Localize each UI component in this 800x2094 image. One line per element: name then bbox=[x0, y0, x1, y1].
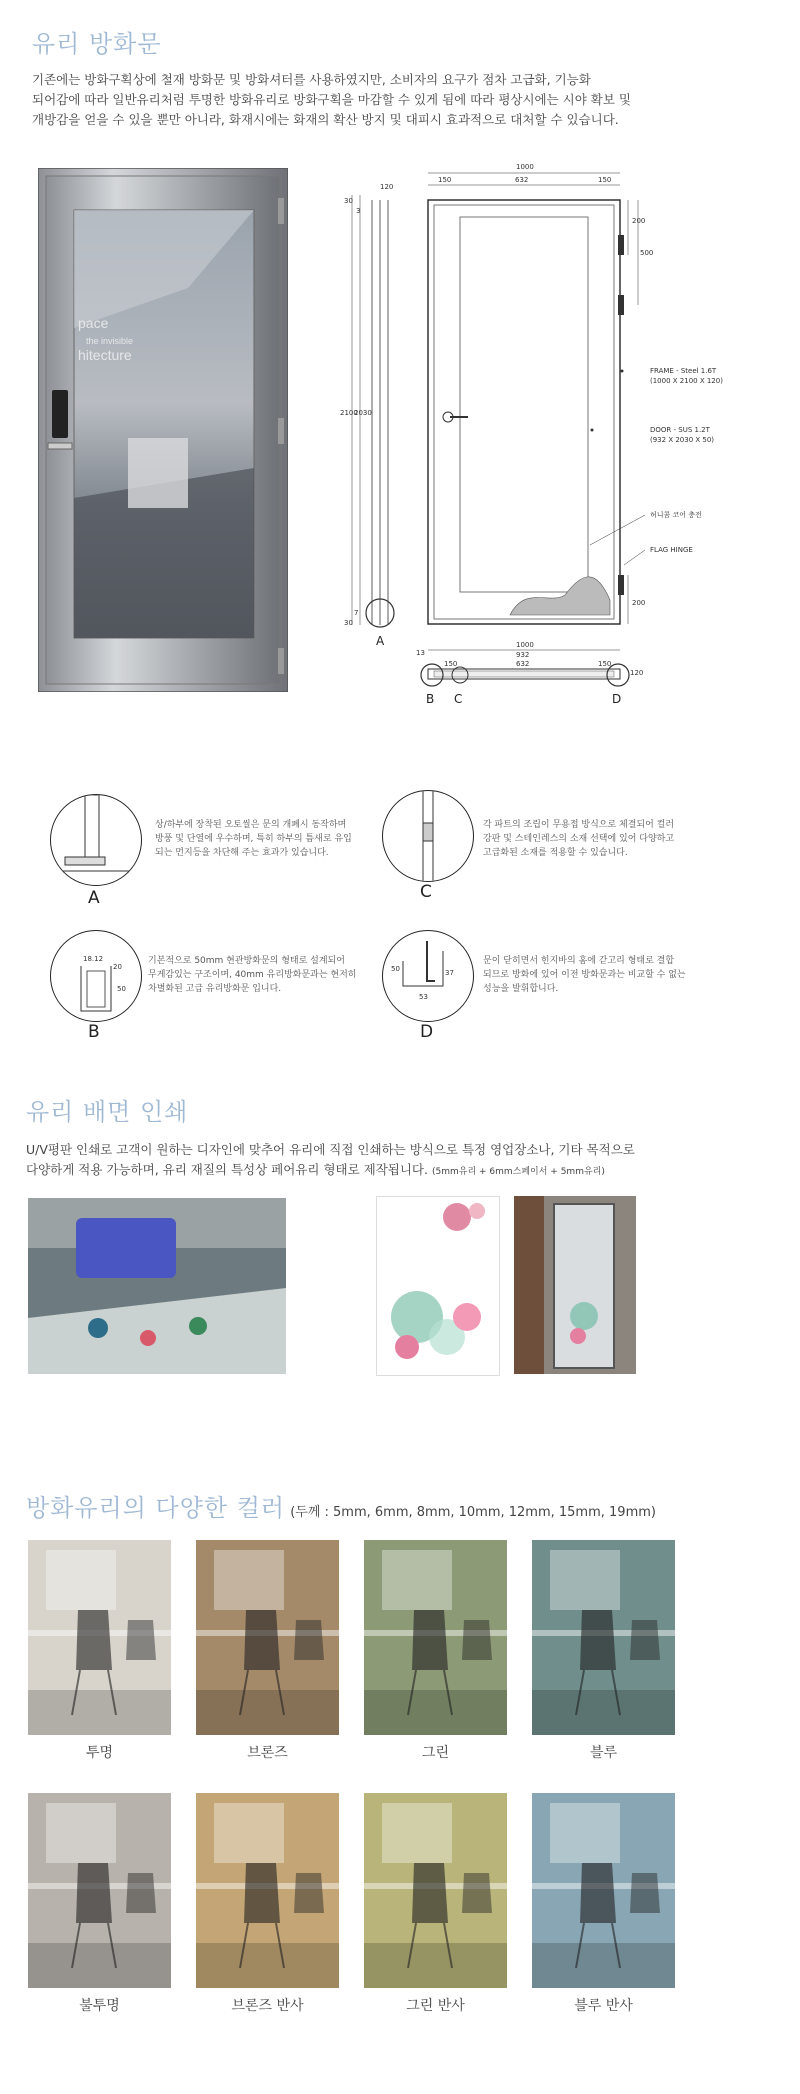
color-swatch-label: 브론즈 bbox=[247, 1745, 288, 1761]
detail-A-line: 방풍 및 단열에 우수하며, 특히 하부의 틈새로 유입 bbox=[155, 834, 352, 844]
detail-D-dim: 53 bbox=[419, 993, 428, 1001]
dim-label: 2030 bbox=[354, 409, 372, 417]
dim-label: 150 bbox=[438, 176, 452, 184]
detail-D-dim: 37 bbox=[445, 969, 454, 977]
section1-para-line: 되어감에 따라 일반유리처럼 투명한 방화유리로 방화구획을 마감할 수 있게 됨에 따라 평상시에는 시야 확보 및 bbox=[32, 92, 632, 107]
detail-C-letter: C bbox=[420, 882, 432, 902]
dim-label: 150 bbox=[598, 660, 612, 668]
detail-C-line: 각 파트의 조립이 무용접 방식으로 체결되어 컬러 bbox=[483, 820, 675, 830]
door-technical-drawing bbox=[320, 155, 740, 720]
glass-fire-door-photo bbox=[38, 168, 288, 692]
detail-B-dim: 20 bbox=[113, 963, 122, 971]
section-title-glass-fire-door: 유리 방화문 bbox=[32, 30, 162, 58]
color-swatch-label: 그린 반사 bbox=[406, 1998, 465, 2014]
dim-label: 932 bbox=[516, 651, 530, 659]
section1-description bbox=[32, 70, 772, 130]
frame-spec: FRAME - Steel 1.6T bbox=[650, 367, 717, 375]
color-swatch-label: 불투명 bbox=[79, 1998, 120, 2014]
honeycomb-label: 허니콤 코어 충전 bbox=[650, 511, 702, 519]
color-swatch-label: 브론즈 반사 bbox=[231, 1998, 304, 2014]
detail-D-line: 되므로 방화에 있어 이전 방화문과는 비교할 수 없는 bbox=[483, 970, 686, 980]
dim-label: 7 bbox=[354, 609, 359, 617]
detail-A-line: 상/하부에 장착된 오토씰은 문의 개폐시 동작하며 bbox=[155, 820, 347, 830]
glass-text: the invisible bbox=[86, 336, 134, 346]
detail-B-letter: B bbox=[88, 1022, 100, 1042]
color-swatch-image bbox=[364, 1793, 507, 1988]
color-swatch-label: 투명 bbox=[85, 1745, 114, 1761]
hinge-label: FLAG HINGE bbox=[650, 546, 693, 554]
color-swatch-image bbox=[196, 1793, 339, 1988]
marker-A: A bbox=[376, 634, 385, 648]
floral-print-glass-photo bbox=[376, 1196, 500, 1376]
section2-para-line-text: 다양하게 적용 가능하며, 유리 재질의 특성상 페어유리 형태로 제작됩니다. bbox=[26, 1162, 428, 1177]
color-swatch-image bbox=[196, 1540, 339, 1735]
marker-C: C bbox=[454, 692, 463, 706]
color-swatch-label: 그린 bbox=[421, 1745, 450, 1761]
section1-para-line: 기존에는 방화구획상에 철재 방화문 및 방화셔터를 사용하였지만, 소비자의 요구가 점차 고급화, 기능화 bbox=[32, 72, 591, 87]
dim-label: 632 bbox=[515, 176, 529, 184]
color-swatch-image bbox=[364, 1540, 507, 1735]
section2-para-line bbox=[26, 1160, 786, 1182]
color-swatch-image bbox=[532, 1793, 675, 1988]
dim-label: 13 bbox=[416, 649, 425, 657]
detail-C-line: 고급화된 소재를 적용할 수 있습니다. bbox=[483, 848, 628, 858]
door-spec: DOOR - SUS 1.2T bbox=[650, 426, 710, 434]
detail-D-line: 성능을 발휘합니다. bbox=[483, 984, 559, 994]
detail-D-letter: D bbox=[420, 1022, 434, 1042]
glass-text: hitecture bbox=[78, 347, 132, 363]
section3-header bbox=[26, 1488, 656, 1523]
frame-size: (1000 X 2100 X 120) bbox=[650, 377, 723, 385]
dim-label: 150 bbox=[444, 660, 458, 668]
door-size: (932 X 2030 X 50) bbox=[650, 436, 715, 444]
color-swatch-label: 블루 반사 bbox=[574, 1998, 633, 2014]
section-title-back-printing: 유리 배면 인쇄 bbox=[26, 1098, 189, 1126]
dim-label: 1000 bbox=[516, 163, 534, 171]
color-swatch-image bbox=[28, 1793, 171, 1988]
dim-label: 200 bbox=[632, 599, 646, 607]
marker-D: D bbox=[612, 692, 622, 706]
detail-A-circle bbox=[50, 794, 142, 886]
digital-lock-icon bbox=[52, 390, 68, 438]
color-swatch-image bbox=[532, 1540, 675, 1735]
dim-label: 3 bbox=[356, 207, 361, 215]
color-swatch-image bbox=[28, 1540, 171, 1735]
dim-label: 632 bbox=[516, 660, 530, 668]
marker-B: B bbox=[426, 692, 435, 706]
detail-A-line: 되는 먼지등을 차단해 주는 효과가 있습니다. bbox=[155, 848, 329, 858]
detail-B-dim: 18.12 bbox=[83, 955, 104, 963]
uv-printer-photo bbox=[28, 1198, 286, 1374]
detail-C-text bbox=[483, 818, 773, 860]
detail-B-dim: 50 bbox=[117, 985, 126, 993]
detail-B-line: 차별화된 고급 유리방화문 입니다. bbox=[148, 984, 282, 994]
color-swatch-label: 블루 bbox=[589, 1745, 618, 1761]
detail-C-line: 강판 및 스테인레스의 소재 선택에 있어 다양하고 bbox=[483, 834, 675, 844]
section2-para-line: U/V평판 인쇄로 고객이 원하는 디자인에 맞추어 유리에 직접 인쇄하는 방식으로 특정 영업장소나, 기타 목적으로 bbox=[26, 1142, 635, 1157]
detail-D-dim: 50 bbox=[391, 965, 400, 973]
dim-label: 2100 bbox=[340, 409, 358, 417]
section2-description bbox=[26, 1140, 786, 1182]
section2-note: (5mm유리 + 6mm스페이서 + 5mm유리) bbox=[431, 1167, 605, 1177]
dim-label: 200 bbox=[632, 217, 646, 225]
dim-label: 1000 bbox=[516, 641, 534, 649]
detail-D-circle bbox=[382, 930, 474, 1022]
dim-label: 120 bbox=[380, 183, 394, 191]
glass-text: pace bbox=[78, 315, 109, 331]
thickness-options: (두께 : 5mm, 6mm, 8mm, 10mm, 12mm, 15mm, 19mm) bbox=[290, 1505, 656, 1520]
installed-printed-door-photo bbox=[514, 1196, 636, 1374]
detail-A-letter: A bbox=[88, 888, 100, 908]
detail-B-line: 기본적으로 50mm 현관방화문의 형태로 설계되어 bbox=[148, 956, 345, 966]
detail-C-circle bbox=[382, 790, 474, 882]
dim-label: 500 bbox=[640, 249, 654, 257]
detail-D-text bbox=[483, 954, 773, 996]
section1-para-line: 개방감을 얻을 수 있을 뿐만 아니라, 화재시에는 화재의 확산 방지 및 대피시 효과적으로 대처할 수 있습니다. bbox=[32, 112, 619, 127]
dim-label: 150 bbox=[598, 176, 612, 184]
detail-B-circle bbox=[50, 930, 142, 1022]
dim-label: 30 bbox=[344, 197, 353, 205]
section-title-glass-colors: 방화유리의 다양한 컬러 bbox=[26, 1494, 286, 1522]
detail-D-line: 문이 닫히면서 힌지바의 홈에 갇고리 형태로 결합 bbox=[483, 956, 675, 966]
dim-label: 120 bbox=[630, 669, 644, 677]
detail-B-line: 무게감있는 구조이며, 40mm 유리방화문과는 현저히 bbox=[148, 970, 357, 980]
dim-label: 30 bbox=[344, 619, 353, 627]
